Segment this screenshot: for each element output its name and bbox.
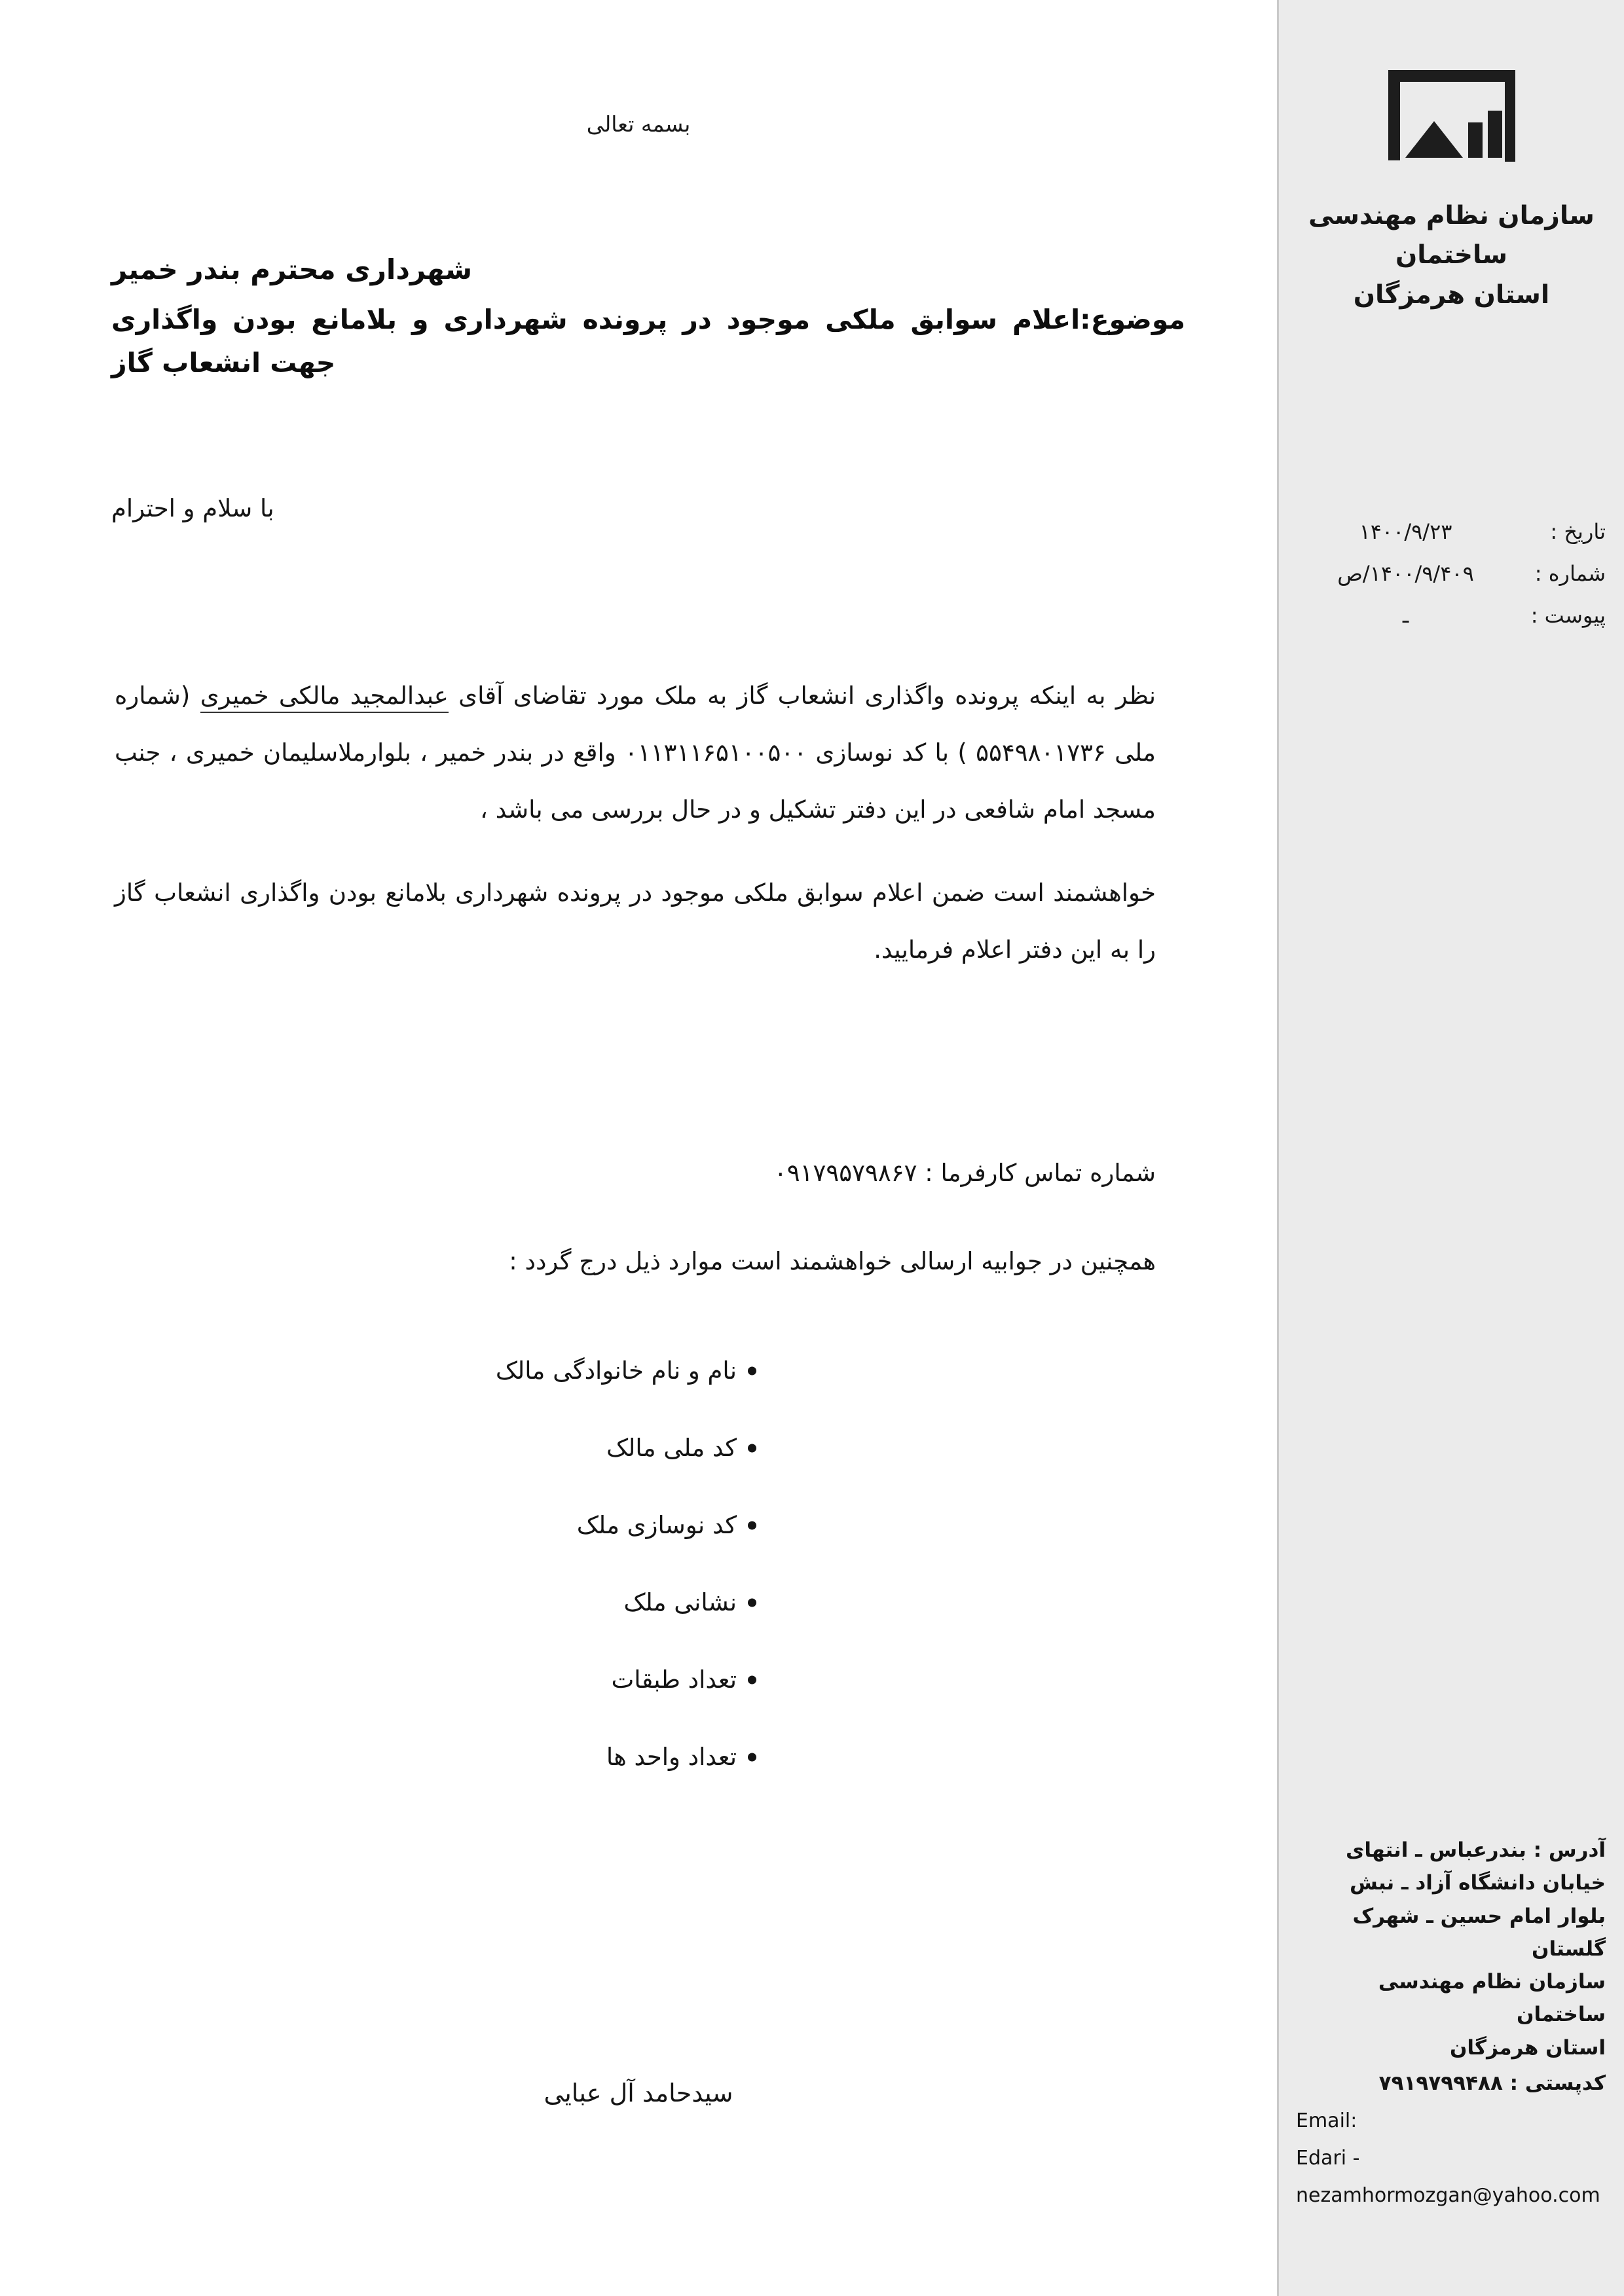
list-item [115,1487,1156,1564]
bullet-dot-icon [748,1676,756,1685]
list-item [115,1719,1156,1796]
paragraph-two: خواهشمند است ضمن اعلام سوابق ملکی موجود در پرونده شهرداری بلامانع بودن واگذاری انشعاب گاز را به این دفتر اعلام فرمایید. [115,878,1156,964]
email-block [1296,2102,1606,2214]
document-meta [1299,511,1606,636]
paragraph-one-part-one: نظر به اینکه پرونده واگذاری انشعاب گاز به ملک مورد تقاضای آقای [448,682,1156,710]
list-item-label: نام و نام خانوادگی مالک [495,1357,737,1385]
address-line-4: گلستان [1532,1937,1606,1961]
address-block [1296,1834,1606,2100]
bullet-dot-icon [748,1522,756,1530]
bullet-dot-icon [748,1367,756,1376]
date-value: ۱۴۰۰/۹/۲۳ [1359,519,1452,544]
building-emblem-icon [1376,62,1527,170]
email-value[interactable]: Edari - nezamhormozgan@yahoo.com [1296,2147,1600,2207]
letterhead-sidebar [1277,0,1624,2296]
list-item-label: نشانی ملک [623,1588,737,1616]
organization-name [1293,196,1610,315]
bismillah-text: بسمه تعالی [586,111,691,137]
address-line-5: سازمان نظام مهندسی ساختمان [1378,1970,1606,2027]
list-item [115,1564,1156,1641]
organization-name-line1: سازمان نظام مهندسی ساختمان [1308,201,1595,270]
postal-code: کدپستی : ۷۹۱۹۷۹۹۴۸۸ [1378,2071,1606,2095]
list-item [115,1332,1156,1410]
meta-row-number [1299,553,1606,594]
address-line-6: استان هرمزگان [1449,2035,1606,2060]
email-label: Email: [1296,2109,1357,2132]
greeting-line: با سلام و احترام [111,494,274,522]
bullet-dot-icon [748,1753,756,1762]
reply-requirements-intro: همچنین در جوابیه ارسالی خواهشمند است موارد ذیل درج گردد : [509,1247,1156,1275]
owner-name-underlined: عبدالمجید مالکی خمیری [200,682,449,713]
list-item-label: کد نوسازی ملک [576,1511,737,1539]
paragraph-one-part-two: (شماره ملی ۵۵۴۹۸۰۱۷۳۶ ) با کد نوسازی ۰۱۱۳۱۱۶۵۱۰۰۵۰۰ واقع در بندر خمیر ، بلوارملاسلیمان خمیری ، جنب مسجد امام شافعی در این دفتر تشکیل و در حال بررسی می باشد ، [115,682,1156,824]
meta-row-attachment [1299,594,1606,636]
list-item-label: تعداد واحد ها [606,1743,737,1771]
bullet-dot-icon [748,1444,756,1453]
meta-row-date [1299,511,1606,553]
bullet-dot-icon [748,1599,756,1607]
paragraph-one [115,668,1156,839]
address-line-2: خیابان دانشگاه آزاد ـ نبش [1350,1871,1606,1895]
address-line-3: بلوار امام حسین ـ شهرک [1352,1904,1606,1928]
list-item-label: تعداد طبقات [611,1666,737,1694]
list-item [115,1641,1156,1719]
number-value: ۱۴۰۰/۹/۴۰۹/ص [1337,561,1474,586]
letter-paragraphs [115,668,1156,984]
list-item [115,1410,1156,1487]
reply-requirements-list [115,1332,1156,1796]
number-label: شماره : [1534,561,1606,586]
attachment-label: پیوست : [1530,603,1606,628]
recipient-line: شهرداری محترم بندر خمیر [111,253,473,285]
signature-name: سیدحامد آل عبایی [544,2079,733,2107]
employer-phone-line: شماره تماس کارفرما : ۰۹۱۷۹۵۷۹۸۶۷ [773,1159,1156,1187]
organization-name-line2: استان هرمزگان [1353,280,1550,310]
subject-line: موضوع:اعلام سوابق ملکی موجود در پرونده شهرداری و بلامانع بودن واگذاری جهت انشعاب گاز [111,304,1185,379]
attachment-value: ـ [1402,603,1409,628]
date-label: تاریخ : [1550,519,1606,544]
list-item-label: کد ملی مالک [606,1434,737,1462]
logo-container [1279,62,1624,173]
address-line-1: آدرس : بندرعباس ـ انتهای [1345,1838,1606,1863]
